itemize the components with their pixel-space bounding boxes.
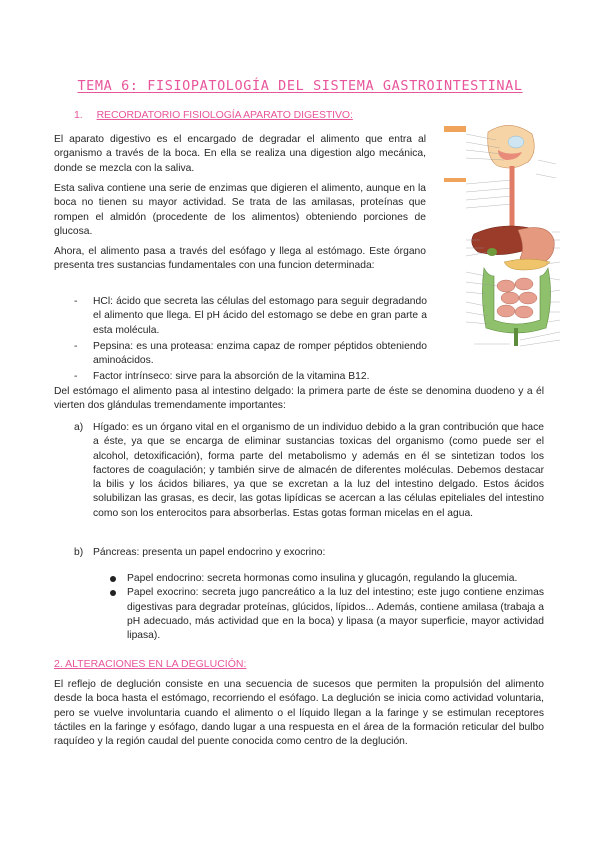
label-box-mid [444,178,466,182]
pancreas-role-exocrino: Papel exocrino: secreta jugo pancreático a la luz del intestino; este jugo contiene enzimas digestivas para degradar proteínas, glúcidos, lípidos... Además, contiene amilasa (trabaja a pH adecuado, más actividad que en la boca) y lipasa (a mayor superficie, mayor actividad lipasa). [108,586,544,643]
paragraph-stomach: Ahora, el alimento pasa a través del esófago y llega al estómago. Este órgano presenta tres sustancias fundamentales con una funcion determinada: [54,246,426,272]
gland-higado [74,421,544,521]
section-1-number: 1. [74,109,83,121]
paragraph-duodeno: Del estómago el alimento pasa al intestino delgado: la primera parte de éste se denomina duodeno y a él vierten dos glándulas tremendamente importantes: [54,386,544,412]
pancreas-roles-list [108,572,544,643]
gland-pancreas-mark: b) [74,547,84,558]
head-region [488,125,535,168]
gland-pancreas [74,546,544,560]
glands-list-b [74,546,544,560]
gallbladder-shape [487,248,497,256]
small-intestine-shape [497,278,537,318]
substance-hcl: - HCl: ácido que secreta las células del estomago para seguir degradando el alimento que llega. El pH ácido del estomago se debe en gran parte a esta molécula. [74,295,427,338]
pancreas-shape [504,259,550,270]
label-box-top [444,126,466,132]
section-1-heading-text: RECORDATORIO FISIOLOGÍA APARATO DIGESTIVO: [96,109,353,121]
paragraph-mouth: El aparato digestivo es el encargado de degradar el alimento que entra al organismo a través de la boca. En ella se realiza una digestion algo mecánica, donde se mezcla con la saliva. [54,134,426,174]
page-title: TEMA 6: FISIOPATOLOGÍA DEL SISTEMA GASTROINTESTINAL [77,78,523,94]
section-2-heading: 2. ALTERACIONES EN LA DEGLUCIÓN: [54,658,247,670]
substance-pepsina: - Pepsina: es una proteasa: enzima capaz de romper péptidos obteniendo aminoácidos. [74,340,427,369]
stomach-substances-list [74,295,427,387]
digestive-system-illustration [440,122,592,360]
section-1-heading [74,109,353,121]
glands-list [74,421,544,521]
substance-factor-intrinseco: - Factor intrínseco: sirve para la absorción de la vitamina B12. [74,370,427,384]
paragraph-saliva: Esta saliva contiene una serie de enzimas que digieren el alimento, aunque en la boca no tienen su mayor actividad. Se trata de las amilasas, proteínas que rompen el almidón (procedente de los alimentos) obteniendo porciones de glucosa. [54,183,426,237]
gland-higado-text: Hígado: es un órgano vital en el organismo de un individuo debido a la gran contribución que hace a éste, ya que se encarga de eliminar sustancias toxicas del organismo (como puede ser el alcohol, detoxificación), forma parte del metabolismo y además en él se sintetizan todos los factores de coagulación; y también sirve de almacén de diferentes moléculas. Debemos destacar la bilis y los ácidos biliares, ya que se excretan a la luz del intestino delgado. Estos ácidos solubilizan las grasas, es decir, las gotas lipídicas se acercan a las células epiteliales del intestino como son los enterocitos para absorberlas. Estas gotas forman micelas en el agua. [93,422,544,519]
gland-pancreas-text: Páncreas: presenta un papel endocrino y exocrino: [93,547,326,558]
gland-higado-mark: a) [74,422,84,433]
pancreas-role-endocrino: Papel endocrino: secreta hormonas como insulina y glucagón, regulando la glucemia. [108,572,544,586]
paragraph-deglucion: El reflejo de deglución consiste en una secuencia de sucesos que permiten la propulsión del alimento desde la boca hasta el estómago, recorriendo el esófago. La deglución se inicia como actividad voluntaria, pero se vuelve involuntaria cuando el alimento o el líquido llegan a la faringe y se estimulan receptores táctiles en la faringe y esófago, dando lugar a una respuesta en el área de la formación reticular del bulbo raquídeo y la región caudal del puente conocida como centro de la deglución. [54,679,544,748]
